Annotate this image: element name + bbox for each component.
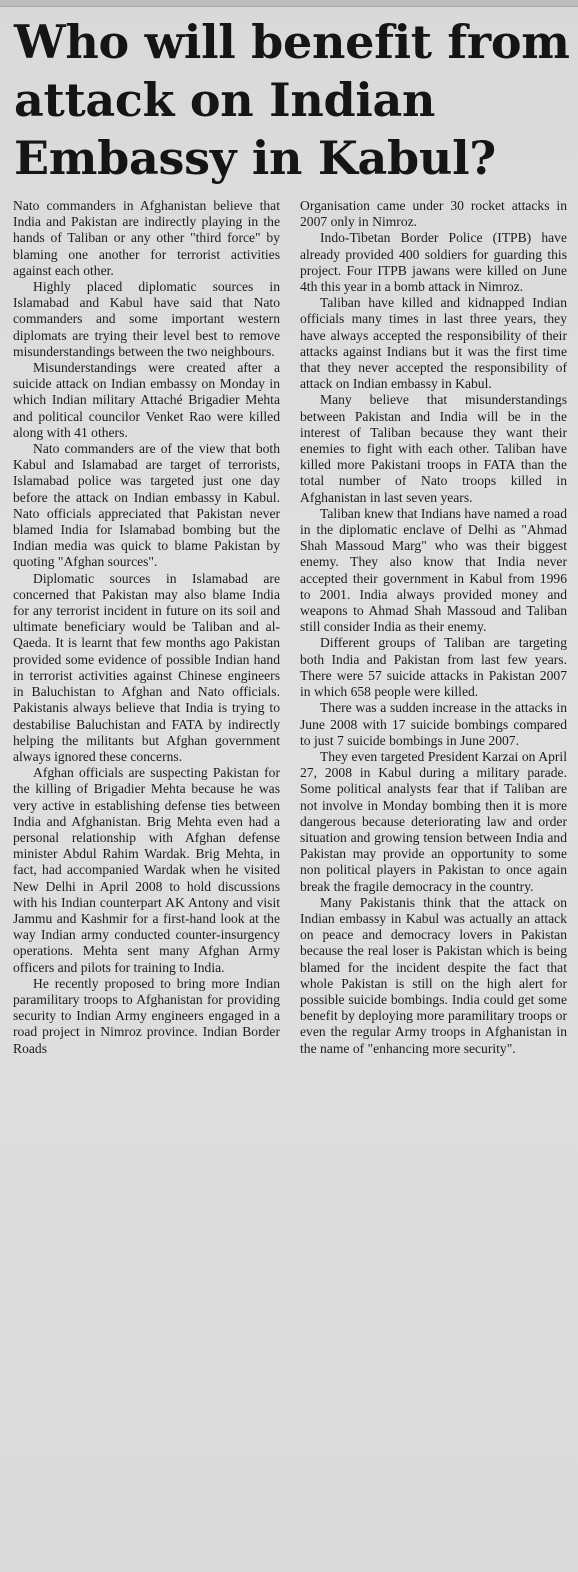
article-body — [13, 198, 567, 1563]
paragraph: Nato commanders are of the view that both Kabul and Islamabad are target of terrorists, Islamabad police was targeted just one day before the attack on Indian embassy in Kabul. Nato officials appreciated that Pakistan never blamed India for Islamabad bombing but the Indian media was quick to blame Pakistan by quoting "Afghan sources". — [13, 441, 280, 570]
paragraph: Taliban have killed and kidnapped Indian officials many times in last three years, they have always accepted the responsibility of their attacks against Indians but it was the first time that they never accepted the responsibility of attack on Indian embassy in Kabul. — [300, 295, 567, 392]
paragraph: They even targeted President Karzai on April 27, 2008 in Kabul during a military parade. Some political analysts fear that if Taliban are not involve in Monday bombing then it is more dangerous because deteriorating law and order situation and growing tension between India and Pakistan may provide an opportunity to some non political players in Pakistan to once again break the fragile democracy in the country. — [300, 748, 567, 894]
paragraph: Afghan officials are suspecting Pakistan for the killing of Brigadier Mehta because he was very active in establishing defense ties between India and Afghanistan. Brig Mehta even had a personal relationship with Afghan defense minister Abdul Rahim Wardak. Brig Mehta, in fact, had accompanied Wardak when he visited New Delhi in April 2008 to hold discussions with his Indian counterpart AK Antony and visit Jammu and Kashmir for a first-hand look at the way Indian army conducted counter-insurgency operations. Mehta sent many Afghan Army officers and pilots for training to India. — [13, 765, 280, 975]
column-right — [300, 198, 567, 1563]
paragraph: Misunderstandings were created after a suicide attack on Indian embassy on Monday in which Indian military Attaché Brigadier Mehta and political councilor Venket Rao were killed along with 41 others. — [13, 360, 280, 440]
headline-line-3: Embassy in Kabul? — [14, 131, 496, 185]
paragraph: Many believe that misunderstandings between Pakistan and India will be in the interest of Taliban because they want their enemies to fight with each other. Taliban have killed more Pakistani troops in FATA than the total number of Nato troops killed in Afghanistan in last seven years. — [300, 392, 567, 505]
paragraph: Highly placed diplomatic sources in Islamabad and Kabul have said that Nato commanders and some important western diplomats are trying their level best to remove misunderstandings between the two neighbours. — [13, 279, 280, 359]
paragraph: Indo-Tibetan Border Police (ITPB) have already provided 400 soldiers for guarding this project. Four ITPB jawans were killed on June 4th this year in a bomb attack in Nimroz. — [300, 230, 567, 295]
top-rule — [0, 0, 578, 7]
paragraph: Many Pakistanis think that the attack on Indian embassy in Kabul was actually an attack on peace and democracy lovers in Pakistan because the real loser is Pakistan which is being blamed for the incident despite the fact that whole Pakistan is still on the high alert for possible suicide bombings. India could get some benefit by deploying more paramilitary troops or even the regular Army troops in Afghanistan in the name of "enhancing more security". — [300, 894, 567, 1056]
paragraph: Diplomatic sources in Islamabad are concerned that Pakistan may also blame India for any terrorist incident in future on its soil and ultimate beneficiary would be Taliban and al-Qaeda. It is learnt that few months ago Pakistan provided some evidence of possible Indian hand in terrorist activities against Chinese engineers in Baluchistan to Afghan and Nato officials. Pakistanis always believe that India is trying to destabilise Baluchistan and FATA by indirectly helping the militants but Afghan government always ignored these concerns. — [13, 570, 280, 764]
paragraph: Different groups of Taliban are targeting both India and Pakistan from last few years. There were 57 suicide attacks in Pakistan 2007 in which 658 people were killed. — [300, 635, 567, 700]
headline-line-2: attack on Indian — [14, 73, 436, 127]
headline-line-1: Who will benefit from — [14, 15, 570, 69]
paragraph: Nato commanders in Afghanistan believe that India and Pakistan are indirectly playing in the hands of Taliban or any other "third force" by blaming one another for terrorist activities against each other. — [13, 198, 280, 278]
paragraph: Organisation came under 30 rocket attacks in 2007 only in Nimroz. — [300, 198, 567, 230]
paragraph: Taliban knew that Indians have named a road in the diplomatic enclave of Delhi as "Ahmad Shah Massoud Marg" who was their biggest enemy. They also know that India never accepted their government in Kabul from 1996 to 2001. India always provided money and weapons to Ahmad Shah Massoud and Taliban still consider India as their enemy. — [300, 505, 567, 635]
paragraph: He recently proposed to bring more Indian paramilitary troops to Afghanistan for providing security to Indian Army engineers engaged in a road project in Nimroz province. Indian Border Roads — [13, 975, 280, 1056]
headline — [14, 13, 570, 187]
column-left — [13, 198, 280, 1563]
paragraph: There was a sudden increase in the attacks in June 2008 with 17 suicide bombings compared to just 7 suicide bombings in June 2007. — [300, 700, 567, 748]
